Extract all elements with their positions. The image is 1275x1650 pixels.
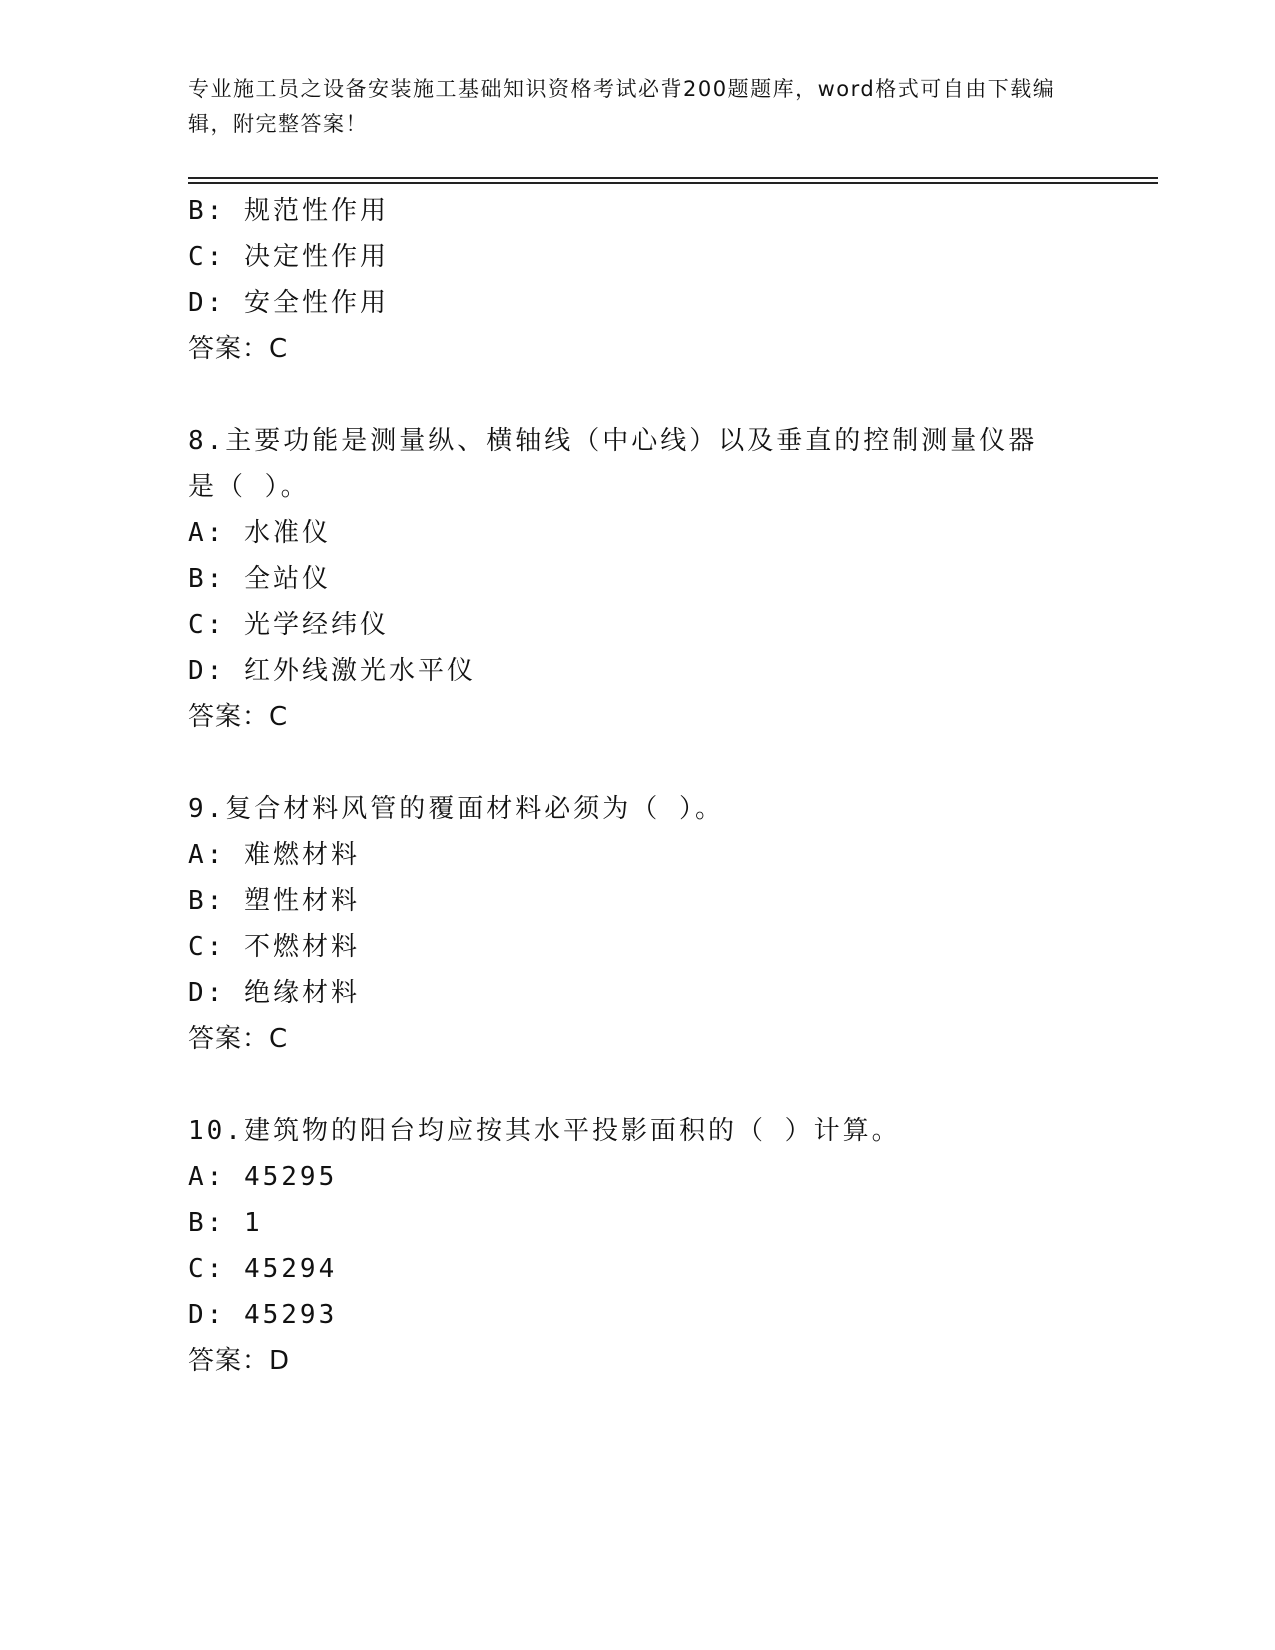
question-8 (188, 418, 1088, 740)
option-d: D: 绝缘材料 (188, 978, 360, 1008)
option-b: B: 规范性作用 (188, 196, 389, 226)
document-title: 专业施工员之设备安装施工基础知识资格考试必背200题题库，word格式可自由下载编辑，附完整答案！ (188, 77, 1056, 136)
option-b: B: 1 (188, 1208, 263, 1238)
option-d: D: 红外线激光水平仪 (188, 656, 476, 686)
header-divider-top (188, 177, 1158, 179)
option-b: B: 塑性材料 (188, 886, 360, 916)
document-body (188, 188, 1088, 1384)
option-d: D: 安全性作用 (188, 288, 389, 318)
question-text: 9.复合材料风管的覆面材料必须为（ ）。 (188, 794, 724, 824)
header-divider-bottom (188, 182, 1158, 184)
question-text: 10.建筑物的阳台均应按其水平投影面积的（ ）计算。 (188, 1116, 901, 1146)
answer: 答案：D (188, 1346, 291, 1376)
option-a: A: 水准仪 (188, 518, 331, 548)
option-c: C: 不燃材料 (188, 932, 360, 962)
option-c: C: 45294 (188, 1254, 338, 1284)
question-text: 8.主要功能是测量纵、横轴线（中心线）以及垂直的控制测量仪器是（ ）。 (188, 426, 1038, 502)
option-b: B: 全站仪 (188, 564, 331, 594)
option-a: A: 难燃材料 (188, 840, 360, 870)
question-9 (188, 786, 1088, 1062)
question-10 (188, 1108, 1088, 1384)
answer: 答案：C (188, 334, 289, 364)
option-c: C: 光学经纬仪 (188, 610, 389, 640)
option-c: C: 决定性作用 (188, 242, 389, 272)
answer: 答案：C (188, 1024, 289, 1054)
document-header (188, 72, 1088, 142)
option-d: D: 45293 (188, 1300, 338, 1330)
option-a: A: 45295 (188, 1162, 338, 1192)
question-7-continued (188, 188, 1088, 372)
answer: 答案：C (188, 702, 289, 732)
